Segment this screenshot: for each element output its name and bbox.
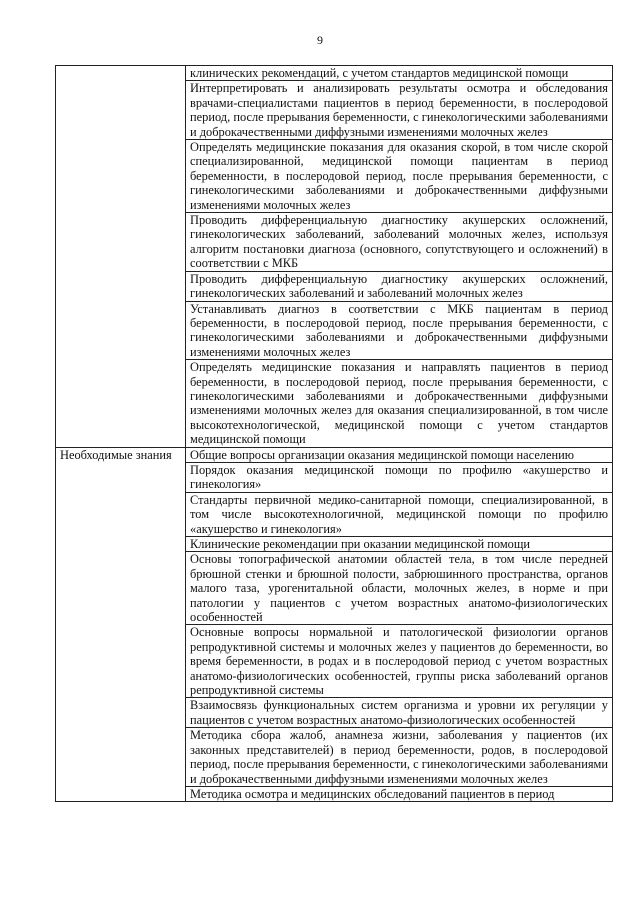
table-row: [56, 66, 613, 81]
table-cell: [186, 728, 613, 787]
cell-text: Проводить дифференциальную диагностику акушерских осложнений, гинекологических заболеваний, заболеваний молочных желез, используя алгоритм постановки диагноза (основного, сопутствующего и осложнений) в соответствии с МКБ: [190, 213, 608, 271]
cell-text: Общие вопросы организации оказания медицинской помощи населению: [190, 447, 575, 462]
cell-text: клинических рекомендаций, с учетом стандартов медицинской помощи: [190, 66, 569, 80]
table-cell: [186, 140, 613, 213]
table-cell: [186, 462, 613, 492]
cell-text: Основные вопросы нормальной и патологической физиологии органов репродуктивной системы и молочных желез у пациентов до беременности, во время беременности, в родах и в послеродовой период с учетом возрастных анатомо-физиологических особенностей, группы риска заболеваний органов репродуктивной системы: [190, 625, 608, 698]
table-cell: [186, 81, 613, 140]
competency-table: [55, 65, 613, 802]
cell-text: Определять медицинские показания и направлять пациентов в период беременности, в послеродовой период, после прерывания беременности, с гинекологическими заболеваниями и доброкачественными диффузными изменениями молочных желез для оказания специализированной, в том числе высокотехнологической, медицинской помощи с учетом стандартов медицинской помощи: [190, 360, 608, 447]
cell-text: Клинические рекомендации при оказании медицинской помощи: [190, 537, 531, 551]
table-cell: [186, 552, 613, 625]
cell-text: Методика сбора жалоб, анамнеза жизни, заболевания у пациентов (их законных представителей) в период беременности, родов, в послеродовой период, после прерывания беременности, с гинекологическими заболеваниями и доброкачественными диффузными изменениями молочных желез: [190, 728, 608, 786]
table-cell: [186, 698, 613, 728]
table-cell: [186, 213, 613, 272]
table-cell: [186, 537, 613, 552]
table-cell: [186, 271, 613, 301]
cell-text: Порядок оказания медицинской помощи по профилю «акушерство и гинекология»: [190, 462, 608, 492]
cell-text: Определять медицинские показания для оказания скорой, в том числе скорой специализированной, медицинской помощи пациентам в период беременности, в послеродовой период, после прерывания беременности, с гинекологическими заболеваниями и доброкачественными диффузными изменениями молочных желез: [190, 140, 608, 212]
table-cell: [186, 66, 613, 81]
table-cell: [186, 786, 613, 801]
table-cell: [186, 625, 613, 698]
cell-text: Интерпретировать и анализировать результаты осмотра и обследования врачами-специалистами пациентов в период беременности, в послеродовой период, после прерывания беременности, с гинекологическими заболеваниями и доброкачественными диффузными изменениями молочных желез: [190, 81, 608, 139]
table-row: [56, 447, 613, 462]
cell-text: Стандарты первичной медико-санитарной помощи, специализированной, в том числе высокотехнологичной, медицинской помощи по профилю «акушерство и гинекология»: [190, 492, 608, 536]
cell-text: Методика осмотра и медицинских обследований пациентов в период: [190, 786, 555, 801]
cell-text: Устанавливать диагноз в соответствии с МКБ пациентам в период беременности, в послеродовой период, после прерывания беременности, с гинекологическими заболеваниями и доброкачественными диффузными изменениями молочных желез: [190, 301, 608, 359]
section-label: [56, 66, 186, 448]
cell-text: Основы топографической анатомии областей тела, в том числе передней брюшной стенки и брюшной полости, забрюшинного пространства, органов малого таза, урогенитальной области, молочных желез, в норме и при патологии у пациентов с учетом возрастных анатомо-физиологических особенностей: [190, 552, 608, 625]
section-label: Необходимые знания: [56, 447, 186, 802]
cell-text: Проводить дифференциальную диагностику акушерских осложнений, гинекологических заболеваний и заболеваний молочных желез: [190, 271, 608, 301]
table-cell: [186, 447, 613, 462]
table-cell: [186, 360, 613, 447]
table-cell: [186, 301, 613, 360]
cell-text: Взаимосвязь функциональных систем организма и уровни их регуляции у пациентов с учетом возрастных анатомо-физиологических особенностей: [190, 698, 608, 727]
table-cell: [186, 492, 613, 536]
page-number: 9: [317, 33, 323, 47]
